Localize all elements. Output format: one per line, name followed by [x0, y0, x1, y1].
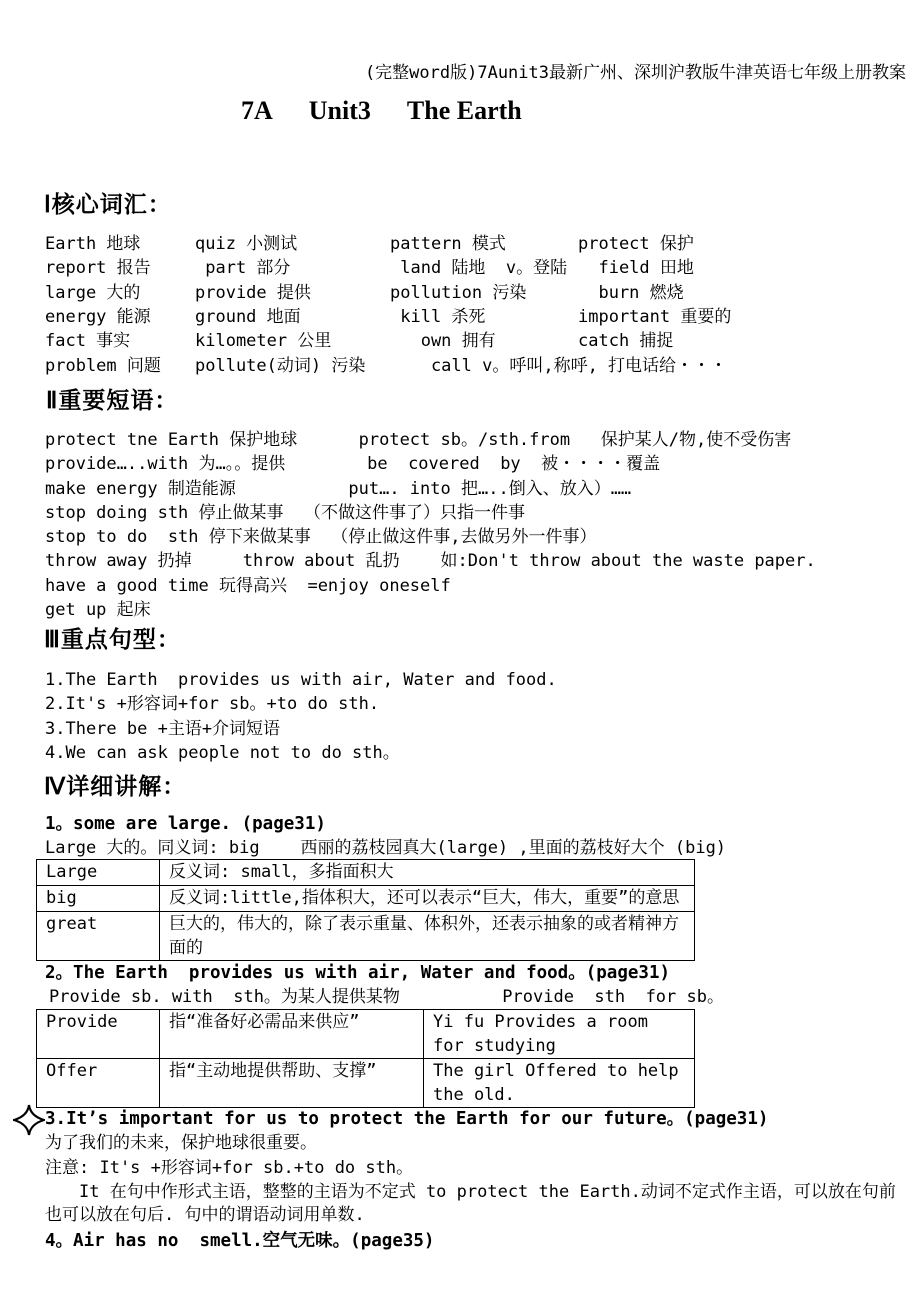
phrase-line: throw away 扔掉 throw about 乱扔 如:Don't throw about the waste paper. [45, 551, 816, 572]
word-cell: Offer [37, 1059, 160, 1108]
vocabulary-list [45, 232, 910, 378]
vocab-cell: ground 地面 [195, 307, 301, 328]
vocab-cell: own 拥有 [390, 331, 496, 352]
vocab-cell: pollute(动词) 污染 [195, 355, 366, 376]
sentence-pattern-line: 3.There be +主语+介词短语 [45, 718, 281, 739]
vocab-cell: quiz 小测试 [195, 234, 298, 254]
detail-item-3-note: 注意: It's +形容词+for sb.+to do sth。 [45, 1158, 414, 1178]
definition-cell: 反义词: small，多指面积大 [160, 860, 695, 886]
word-cell: great [37, 912, 160, 961]
definition-cell: 指“准备好必需品来供应” [160, 1010, 424, 1059]
document-header-note: (完整word版)7Aunit3最新广州、深圳沪教版牛津英语七年级上册教案 [364, 63, 906, 83]
word-cell: Provide [37, 1010, 160, 1059]
detail-item-2-note: Provide sb. with sth。为某人提供某物 Provide sth for sb。 [49, 987, 724, 1007]
table-row [37, 912, 695, 961]
vocab-cell: fact 事实 [45, 331, 131, 352]
title-topic: The Earth [406, 96, 522, 125]
section-heading-detailed-explanation: Ⅳ详细讲解： [44, 774, 187, 800]
vocab-cell [578, 354, 910, 378]
page-title [241, 96, 522, 126]
phrase-line: stop doing sth 停止做某事 （不做这件事了）只指一件事 [45, 502, 525, 523]
word-cell: big [37, 886, 160, 912]
phrase-list [45, 428, 816, 622]
sentence-pattern-list [45, 668, 557, 765]
vocab-cell: pattern 模式 [390, 234, 506, 254]
detail-item-4-title: 4。Air has no smell.空气无味。(page35) [45, 1231, 435, 1251]
example-cell: Yi fu Provides a room for studying [424, 1010, 695, 1059]
section-heading-core-vocabulary: Ⅰ核心词汇： [44, 192, 172, 218]
section-heading-sentence-patterns: Ⅲ重点句型： [44, 627, 181, 653]
detail-item-2-title: 2。The Earth provides us with air, Water and food。(page31) [45, 963, 671, 983]
vocab-cell: call v。呼叫,称呼, 打电话给・・・ [390, 355, 728, 376]
detail-item-3-explanation-line-1: It 在句中作形式主语，整整的主语为不定式 to protect the Earth.动词不定式作主语，可以放在句前 [79, 1182, 896, 1202]
vocab-cell: kilometer 公里 [195, 331, 332, 352]
vocab-cell: protect 保护 [578, 234, 694, 254]
vocab-cell: burn 燃烧 [578, 282, 684, 303]
vocab-cell: energy 能源 [45, 307, 151, 328]
vocab-cell: catch 捕捉 [578, 331, 674, 352]
sentence-pattern-line: 1.The Earth provides us with air, Water and food. [45, 670, 557, 690]
detail-item-3-title: 3.It’s important for us to protect the Earth for our future。(page31) [45, 1109, 769, 1129]
table-row [37, 1010, 695, 1059]
example-cell: The girl Offered to help the old. [424, 1059, 695, 1108]
vocab-cell: provide 提供 [195, 282, 311, 303]
detail-item-3-translation: 为了我们的未来，保护地球很重要。 [45, 1133, 317, 1153]
phrase-line: make energy 制造能源 put…. into 把…..倒入、放入）…… [45, 478, 632, 499]
comparison-table-provide-offer [36, 1009, 695, 1108]
detail-item-1-title: 1。some are large. (page31) [45, 814, 326, 834]
comparison-table-large-big-great [36, 859, 695, 961]
detail-item-1-note: Large 大的。同义词: big 西丽的荔枝园真大(large) ,里面的荔枝好大个 (big) [45, 838, 727, 858]
title-unit: Unit3 [308, 96, 371, 125]
table-row [37, 1059, 695, 1108]
phrase-line: provide…..with 为…。。提供 be covered by 被・・・・覆盖 [45, 454, 661, 475]
vocab-cell: part 部分 [195, 258, 291, 279]
star-icon [13, 1104, 45, 1136]
phrase-line: stop to do sth 停下来做某事 （停止做这件事,去做另外一件事） [45, 527, 597, 548]
vocab-cell: kill 杀死 [390, 307, 486, 328]
vocab-cell: field 田地 [578, 258, 694, 279]
vocab-cell: important 重要的 [578, 307, 732, 328]
phrase-line: get up 起床 [45, 600, 151, 621]
section-heading-key-phrases: Ⅱ重要短语： [46, 388, 179, 414]
sentence-pattern-line: 2.It's +形容词+for sb。+to do sth. [45, 694, 380, 715]
vocab-cell: large 大的 [45, 282, 141, 303]
phrase-line: protect tne Earth 保护地球 protect sb。/sth.from 保护某人/物,使不受伤害 [45, 430, 792, 450]
definition-cell: 巨大的，伟大的，除了表示重量、体积外，还表示抽象的或者精神方面的 [160, 912, 695, 961]
table-row [37, 886, 695, 912]
vocab-cell: pollution 污染 [390, 282, 527, 303]
table-row [37, 860, 695, 886]
vocab-cell: problem 问题 [45, 355, 161, 376]
detail-item-3-explanation-line-2: 也可以放在句后. 句中的谓语动词用单数. [45, 1205, 365, 1225]
word-cell: Large [37, 860, 160, 886]
sentence-pattern-line: 4.We can ask people not to do sth。 [45, 742, 400, 763]
vocab-cell: Earth 地球 [45, 234, 141, 254]
phrase-line: have a good time 玩得高兴 =enjoy oneself [45, 575, 451, 596]
vocab-cell: report 报告 [45, 258, 151, 279]
vocab-cell: land 陆地 v。登陆 [390, 258, 568, 279]
definition-cell: 指“主动地提供帮助、支撑” [160, 1059, 424, 1108]
definition-cell: 反义词:little,指体积大，还可以表示“巨大，伟大，重要”的意思 [160, 886, 695, 912]
title-grade: 7A [241, 96, 273, 125]
